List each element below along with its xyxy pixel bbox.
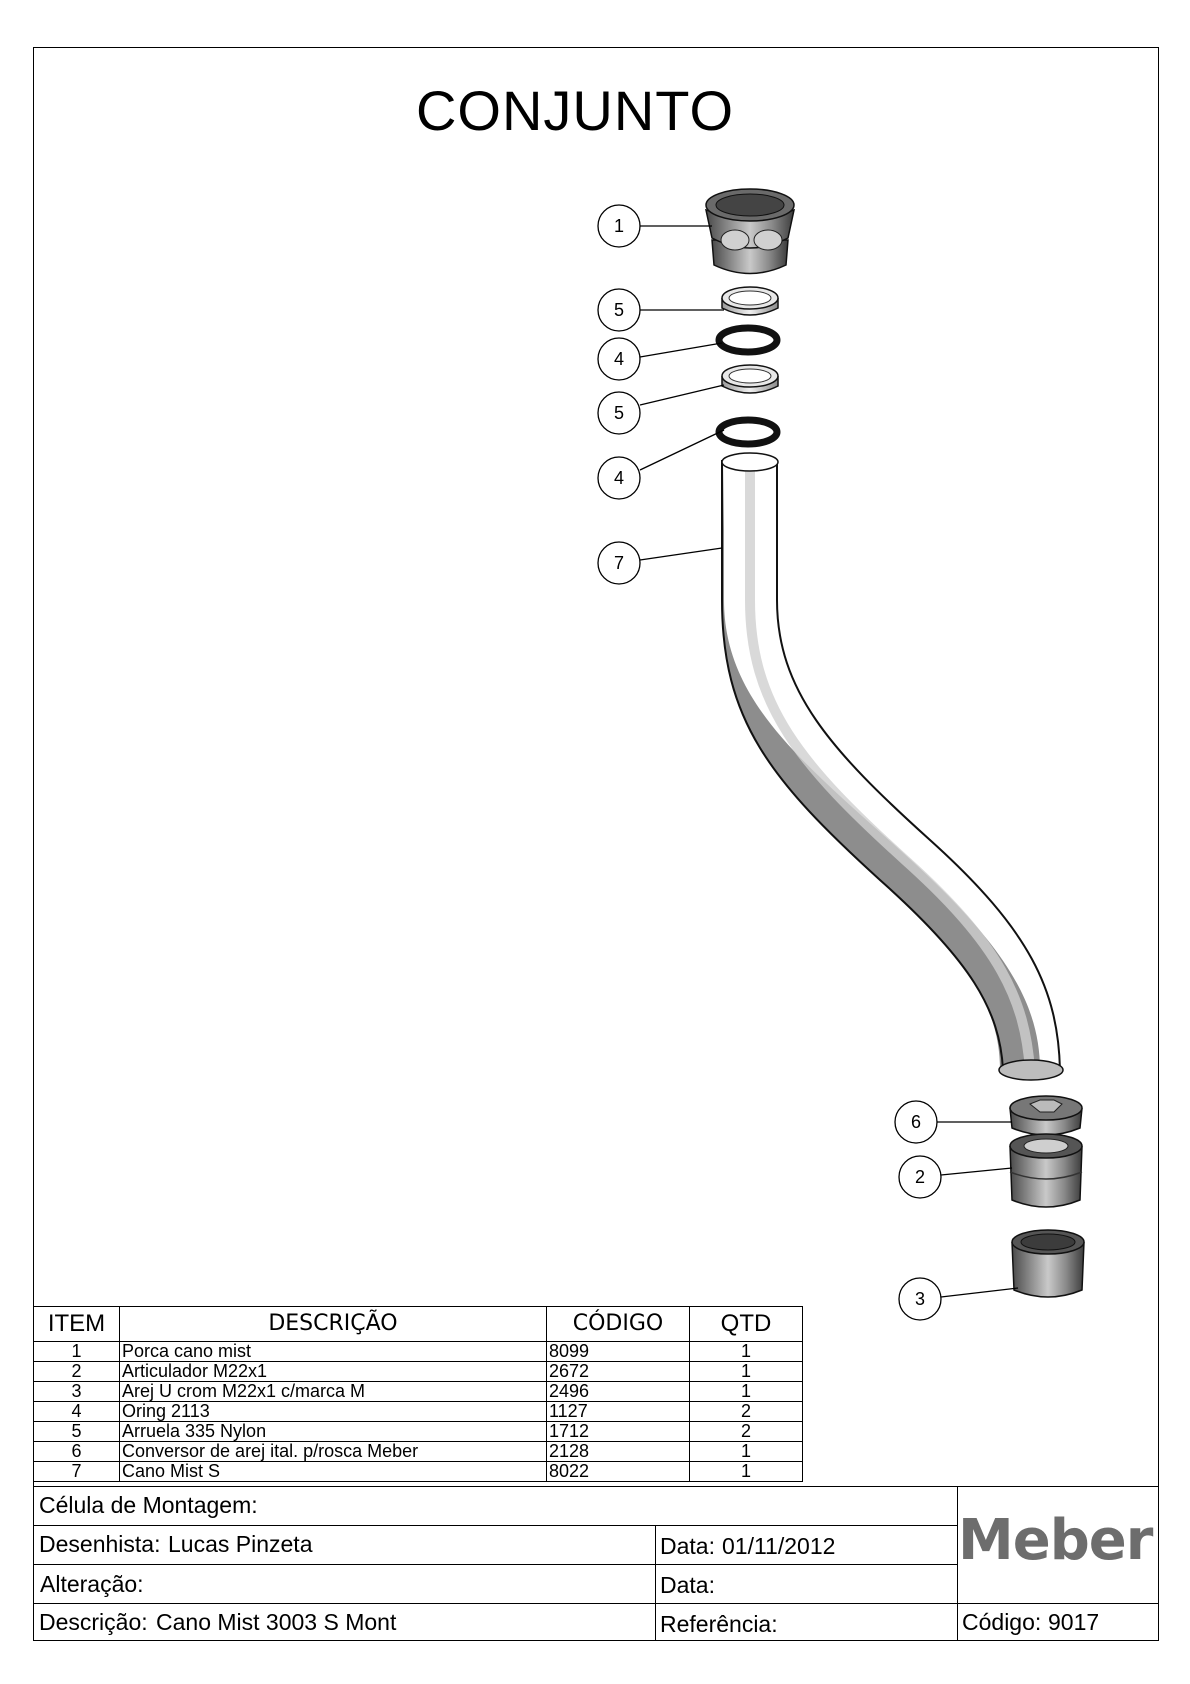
part-nut <box>706 189 794 274</box>
data-value: 01/11/2012 <box>722 1533 836 1559</box>
table-row <box>34 1422 803 1442</box>
callout-1: 1 <box>613 216 625 236</box>
data-label: Data: <box>660 1533 715 1559</box>
bom-codigo: 2496 <box>547 1382 690 1402</box>
bom-qtd: 2 <box>690 1402 803 1422</box>
bom-header-item: ITEM <box>34 1307 120 1342</box>
bom-descricao: Oring 2113 <box>120 1402 547 1422</box>
codigo-value: 9017 <box>1048 1609 1100 1635</box>
part-oring-bottom <box>719 420 777 444</box>
drawing-title: CONJUNTO <box>415 79 735 142</box>
bom-item: 1 <box>34 1342 120 1362</box>
bom-codigo: 1127 <box>547 1402 690 1422</box>
meber-logo: Meber <box>958 1508 1153 1573</box>
tb-divider <box>33 1525 957 1526</box>
part-converter <box>1010 1096 1082 1135</box>
bom-qtd: 1 <box>690 1462 803 1482</box>
bom-table <box>33 1306 803 1482</box>
tb-divider <box>33 1564 957 1565</box>
table-row <box>34 1342 803 1362</box>
part-aerator <box>1012 1230 1084 1297</box>
alteracao-label: Alteração: <box>40 1571 144 1597</box>
bom-qtd: 1 <box>690 1442 803 1462</box>
part-s-pipe <box>722 453 1063 1080</box>
desenhista-label: Desenhista: <box>39 1531 161 1557</box>
callout-7: 7 <box>613 553 625 573</box>
data-label-2: Data: <box>660 1572 715 1598</box>
table-row <box>34 1442 803 1462</box>
bom-header-codigo: CÓDIGO <box>547 1307 690 1342</box>
part-washer-bottom <box>722 365 778 393</box>
bom-item: 2 <box>34 1362 120 1382</box>
bom-codigo: 2672 <box>547 1362 690 1382</box>
callout-3: 3 <box>914 1289 926 1309</box>
part-washer-top <box>722 287 778 315</box>
bom-descricao: Arruela 335 Nylon <box>120 1422 547 1442</box>
tb-divider <box>33 1603 1159 1604</box>
part-oring-top <box>719 328 777 352</box>
descricao-value: Cano Mist 3003 S Mont <box>156 1609 397 1635</box>
celula-label: Célula de Montagem: <box>39 1492 258 1518</box>
codigo-label: Código: <box>962 1609 1042 1635</box>
bom-qtd: 2 <box>690 1422 803 1442</box>
bom-header-descricao: DESCRIÇÃO <box>120 1307 547 1342</box>
referencia-label: Referência: <box>660 1611 778 1637</box>
bom-header-qtd: QTD <box>690 1307 803 1342</box>
callout-4b: 4 <box>613 468 625 488</box>
bom-item: 3 <box>34 1382 120 1402</box>
part-articulator <box>1010 1134 1082 1207</box>
table-row <box>34 1402 803 1422</box>
bom-item: 7 <box>34 1462 120 1482</box>
bom-descricao: Porca cano mist <box>120 1342 547 1362</box>
bom-descricao: Cano Mist S <box>120 1462 547 1482</box>
callout-5a: 5 <box>613 300 625 320</box>
callout-2: 2 <box>914 1167 926 1187</box>
bom-header-row <box>34 1307 803 1342</box>
bom-codigo: 2128 <box>547 1442 690 1462</box>
bom-qtd: 1 <box>690 1342 803 1362</box>
descricao-label: Descrição: <box>39 1609 148 1635</box>
bom-item: 6 <box>34 1442 120 1462</box>
callout-6: 6 <box>910 1112 922 1132</box>
callout-5b: 5 <box>613 403 625 423</box>
bom-qtd: 1 <box>690 1382 803 1402</box>
tb-divider <box>655 1525 656 1641</box>
bom-codigo: 8099 <box>547 1342 690 1362</box>
bom-qtd: 1 <box>690 1362 803 1382</box>
callout-4a: 4 <box>613 349 625 369</box>
bom-descricao: Articulador M22x1 <box>120 1362 547 1382</box>
leader-lines <box>640 226 1018 1297</box>
desenhista-value: Lucas Pinzeta <box>168 1531 313 1557</box>
bom-codigo: 8022 <box>547 1462 690 1482</box>
table-row <box>34 1382 803 1402</box>
bom-item: 5 <box>34 1422 120 1442</box>
table-row <box>34 1362 803 1382</box>
bom-item: 4 <box>34 1402 120 1422</box>
bom-descricao: Arej U crom M22x1 c/marca M <box>120 1382 547 1402</box>
table-row <box>34 1462 803 1482</box>
bom-descricao: Conversor de arej ital. p/rosca Meber <box>120 1442 547 1462</box>
bom-codigo: 1712 <box>547 1422 690 1442</box>
